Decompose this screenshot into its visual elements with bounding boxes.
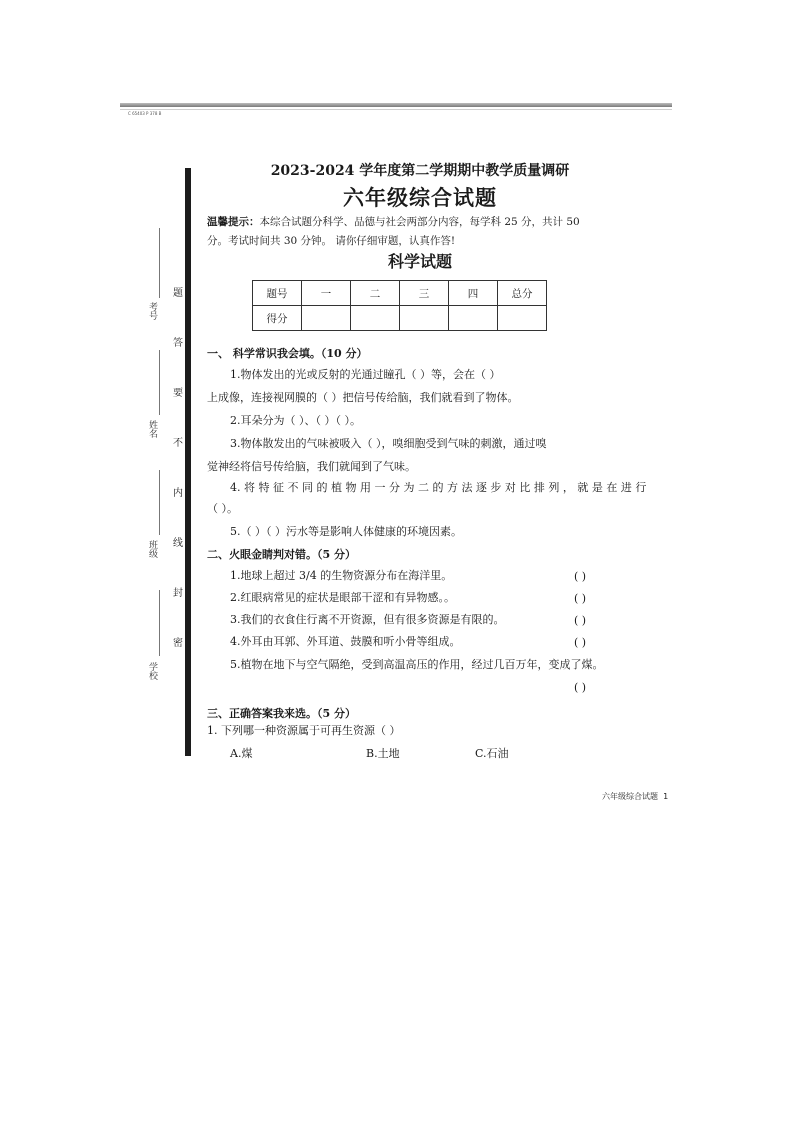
- seal-word: 线: [173, 538, 183, 549]
- binding-blank-class: [159, 470, 160, 535]
- page-footer: [602, 791, 668, 802]
- question-4b: （ ）。: [207, 502, 238, 515]
- seal-word: 内: [173, 488, 183, 499]
- seal-word: 密: [173, 638, 183, 649]
- table-header-cell: 四: [449, 281, 498, 306]
- score-cell[interactable]: [498, 306, 547, 331]
- top-border-thin: [120, 109, 672, 110]
- binding-label-exam-number: 考号: [147, 302, 157, 320]
- seal-word: 不: [173, 438, 183, 449]
- section3-title: 三、正确答案我来选。（5 分）: [207, 707, 356, 720]
- seal-word: 题: [173, 288, 183, 299]
- exam-title: 2023-2024 学年度第二学期期中教学质量调研: [270, 163, 570, 179]
- seal-word: 答: [173, 338, 183, 349]
- table-header-cell: 一: [302, 281, 351, 306]
- judge-item-3: 3.我们的衣食住行离不开资源，但有很多资源是有限的。: [230, 613, 505, 626]
- table-row: [253, 306, 547, 331]
- section1-title: 一、 科学常识我会填。（10 分）: [207, 347, 368, 360]
- option-b[interactable]: B.土地: [366, 747, 400, 760]
- question-1a: 1.物体发出的光或反射的光通过瞳孔（ ）等，会在（ ）: [230, 368, 501, 381]
- question-4a: 4. 将 特 征 不 同 的 植 物 用 一 分 为 二 的 方 法 逐 步 对 比 排 列 ， 就 是 在 进 行: [230, 481, 647, 494]
- notice-label: 温馨提示：: [207, 216, 260, 228]
- score-cell[interactable]: [449, 306, 498, 331]
- table-header-cell: 题号: [253, 281, 302, 306]
- question-3a: 3.物体散发出的气味被吸入（ ），嗅细胞受到气味的刺激，通过嗅: [230, 437, 547, 450]
- paper-code: C 65403 P 378 B: [128, 111, 162, 116]
- binding-label-class: 班级: [147, 540, 157, 558]
- question-3b: 觉神经将信号传给脑，我们就闻到了气味。: [207, 460, 416, 473]
- score-cell[interactable]: [302, 306, 351, 331]
- table-header-cell: 总分: [498, 281, 547, 306]
- binding-label-name: 姓名: [147, 420, 157, 438]
- seal-word: 封: [173, 588, 183, 599]
- answer-bracket[interactable]: ( ): [574, 636, 587, 649]
- answer-bracket[interactable]: ( ): [574, 681, 587, 694]
- judge-item-2: 2.红眼病常见的症状是眼部干涩和有异物感。。: [230, 591, 455, 604]
- judge-item-4: 4.外耳由耳郭、外耳道、鼓膜和听小骨等组成。: [230, 635, 461, 648]
- answer-bracket[interactable]: ( ): [574, 614, 587, 627]
- table-row-label: 得分: [253, 306, 302, 331]
- answer-bracket[interactable]: ( ): [574, 570, 587, 583]
- page-number: 1: [663, 792, 669, 801]
- option-a[interactable]: A.煤: [230, 747, 253, 760]
- binding-label-school: 学校: [147, 662, 157, 680]
- judge-item-1: 1.地球上超过 3/4 的生物资源分布在海洋里。: [230, 569, 453, 582]
- score-cell[interactable]: [400, 306, 449, 331]
- binding-blank-exam-number: [159, 228, 160, 298]
- notice-text-1: 本综合试题分科学、品德与社会两部分内容，每学科 25 分，共计 50: [259, 216, 580, 228]
- table-header-cell: 三: [400, 281, 449, 306]
- notice: [207, 213, 635, 251]
- section-title: 科学试题: [387, 252, 452, 271]
- binding-blank-name: [159, 350, 160, 415]
- choice-question-1: 1. 下列哪一种资源属于可再生资源（ ）: [207, 724, 401, 737]
- binding-bar: [185, 168, 191, 756]
- table-row: [253, 281, 547, 306]
- question-1b: 上成像，连接视网膜的（ ）把信号传给脑，我们就看到了物体。: [207, 391, 519, 404]
- judge-item-5: 5.植物在地下与空气隔绝，受到高温高压的作用，经过几百万年，变成了煤。: [230, 658, 604, 671]
- binding-blank-school: [159, 590, 160, 656]
- seal-word: 要: [173, 388, 183, 399]
- score-table: [252, 280, 547, 331]
- answer-bracket[interactable]: ( ): [574, 592, 587, 605]
- top-border: [120, 103, 672, 107]
- exam-subtitle: 六年级综合试题: [343, 185, 497, 210]
- notice-text-2: 分。考试时间共 30 分钟。 请你仔细审题，认真作答!: [207, 235, 456, 247]
- option-c[interactable]: C.石油: [475, 747, 509, 760]
- footer-label: 六年级综合试题: [602, 792, 658, 801]
- score-cell[interactable]: [351, 306, 400, 331]
- question-5: 5.（ ）（ ）污水等是影响人体健康的环境因素。: [230, 525, 462, 538]
- table-header-cell: 二: [351, 281, 400, 306]
- question-2: 2.耳朵分为（ ）、（ ）（ ）。: [230, 414, 361, 427]
- section2-title: 二、火眼金睛判对错。（5 分）: [207, 548, 356, 561]
